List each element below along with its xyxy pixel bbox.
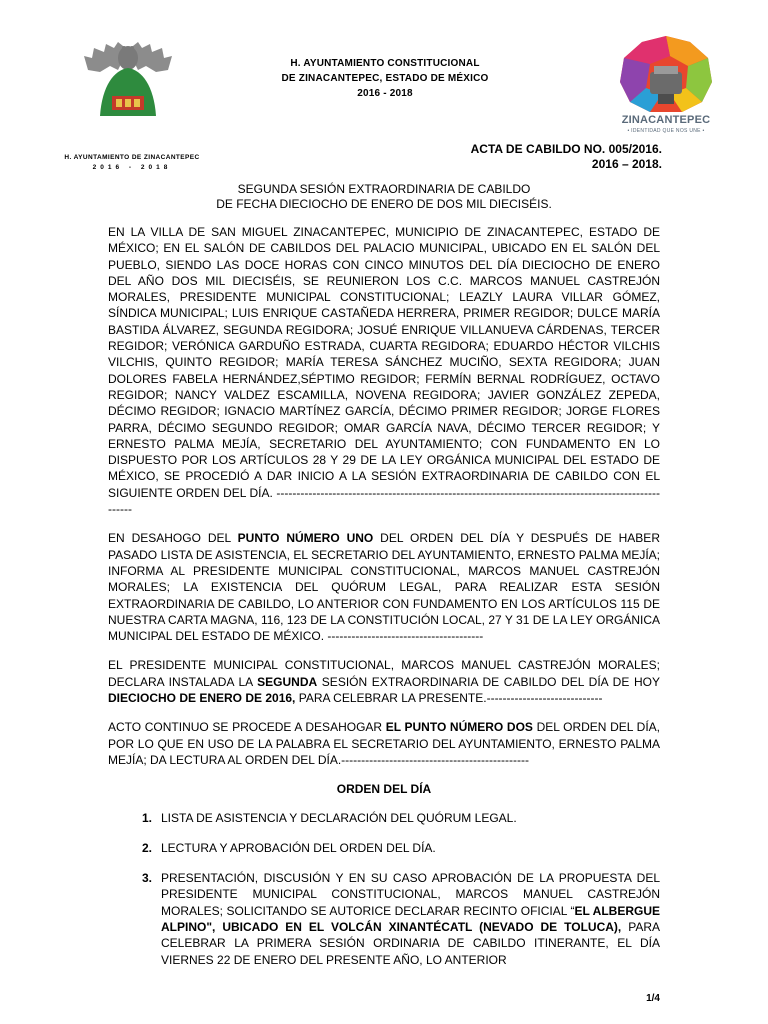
orden-del-dia-title: ORDEN DEL DÍA [336,782,432,797]
text-run: EL PRESIDENTE MUNICIPAL CONSTITUCIONAL, MARCOS MANUEL CASTREJÓN MORALES; DECLARA INSTALADA LA [108,658,660,689]
acta-number-line: ACTA DE CABILDO NO. 005/2016. [470,142,662,156]
list-item-text: PRESENTACIÓN, DISCUSIÓN Y EN SU CASO APROBACIÓN DE LA PROPUESTA DEL PRESIDENTE MUNICIPAL CONSTITUCIONAL, MARCOS MANUEL CASTREJÓN MORALES; SOLICITANDO SE AUTORICE DECLARAR RECINTO OFICIAL “ [161,871,660,918]
zinacantepec-logo [612,36,722,136]
document-body [108,224,660,982]
list-item [108,870,660,968]
municipal-emblem [52,36,202,171]
letterhead-line-2: DE ZINACANTEPEC, ESTADO DE MÉXICO [281,73,489,84]
acta-number [471,142,662,172]
list-item-number: 3. [142,871,153,886]
letterhead-line-1: H. AYUNTAMIENTO CONSTITUCIONAL [290,58,480,69]
bat-hill-emblem-icon [80,36,176,118]
text-run: SESIÓN EXTRAORDINARIA DE CABILDO DEL DÍA DE HOY [317,674,661,689]
page-number: 1/4 [646,993,660,1004]
list-item-text: PARA CELEBRAR LA PRIMERA SESIÓN ORDINARIA DE CABILDO ITINERANTE, EL DÍA VIERNES 22 DE ENERO DEL PRESENTE AÑO, LO ANTERIOR [161,919,660,967]
orden-del-dia-list [108,810,660,968]
list-item [108,810,660,826]
list-item-text: LECTURA Y APROBACIÓN DEL ORDEN DEL DÍA. [161,840,436,855]
session-title-line-1: SEGUNDA SESIÓN EXTRAORDINARIA DE CABILDO [237,182,531,196]
text-run: DEL ORDEN DEL DÍA Y DESPUÉS DE HABER PASADO LISTA DE ASISTENCIA, EL SECRETARIO DEL AYUNTAMIENTO, ERNESTO PALMA MEJÍA; INFORMA AL PRESIDENTE MUNICIPAL CONSTITUCIONAL, MARCOS MANUEL CASTREJÓN MORALES; LA EXISTENCIA DEL QUÓRUM LEGAL, PARA REALIZAR ESTA SESIÓN EXTRAORDINARIA DE CABILDO, LO ANTERIOR CON FUNDAMENTO EN LOS ARTÍCULOS 115 DE NUESTRA CARTA MAGNA, 116, 123 DE LA CONSTITUCIÓN LOCAL, 27 Y 31 DE LA LEY ORGÁNICA MUNICIPAL DEL ESTADO DE MÉXICO. --------------------------------------- [108,531,660,644]
bold-run: DIECIOCHO DE ENERO DE 2016, [108,691,296,706]
left-emblem-years: 2016 - 2018 [92,164,172,171]
session-title [108,182,660,212]
bold-run: EL ALBERGUE ALPINO", UBICADO EN EL VOLCÁN XINANTÉCATL (NEVADO DE TOLUCA), [161,903,660,934]
letterhead-title [230,56,540,101]
paragraph-punto-dos [108,719,660,768]
text-run: EN DESAHOGO DEL [108,531,238,546]
brand-slogan: • IDENTIDAD QUE NOS UNE • [627,128,705,134]
letterhead-line-3: 2016 - 2018 [357,88,413,99]
list-item-number: 2. [142,840,153,855]
bold-run: PUNTO NÚMERO UNO [237,531,374,546]
acta-period-line: 2016 – 2018. [591,157,662,171]
paragraph-punto-uno [108,530,660,644]
left-emblem-caption: H. AYUNTAMIENTO DE ZINACANTEPEC [64,154,200,161]
text-run: DEL ORDEN DEL DÍA, POR LO QUE EN USO DE LA PALABRA EL SECRETARIO DEL AYUNTAMIENTO, ERNESTO PALMA MEJÍA; DA LECTURA AL ORDEN DEL DÍA.----------------------------------------------- [108,720,660,767]
brand-name: ZINACANTEPEC [621,114,711,126]
list-item-number: 1. [142,810,153,825]
text-run: ACTO CONTINUO SE PROCEDE A DESAHOGAR [108,720,386,735]
list-item [108,840,660,856]
session-title-line-2: DE FECHA DIECIOCHO DE ENERO DE DOS MIL DIECISÉIS. [216,197,552,211]
text-run: PARA CELEBRAR LA PRESENTE.----------------------------- [295,691,603,706]
zinacantepec-emblem-icon [612,36,720,114]
paragraph-instalacion [108,657,660,706]
list-item-text: LISTA DE ASISTENCIA Y DECLARACIÓN DEL QUÓRUM LEGAL. [161,810,517,825]
bold-run: SEGUNDA [257,674,318,689]
bold-run: EL PUNTO NÚMERO DOS [385,720,533,735]
paragraph-opening: EN LA VILLA DE SAN MIGUEL ZINACANTEPEC, MUNICIPIO DE ZINACANTEPEC, ESTADO DE MÉXICO; EN EL SALÓN DE CABILDOS DEL PALACIO MUNICIPAL, UBICADO EN EL SALÓN DEL PUEBLO, SIENDO LAS DOCE HORAS CON CINCO MINUTOS DEL DÍA DIECIOCHO DE ENERO DEL AÑO DOS MIL DIECISÉIS, SE REUNIERON LOS C.C. MARCOS MANUEL CASTREJÓN MORALES, PRESIDENTE MUNICIPAL CONSTITUCIONAL; LEAZLY LAURA VILLAR GÓMEZ, SÍNDICA MUNICIPAL; LUIS ENRIQUE CASTAÑEDA HERRERA, PRIMER REGIDOR; DULCE MARÍA BASTIDA ÁLVAREZ, SEGUNDA REGIDORA; JOSUÉ ENRIQUE VILLANUEVA CÁRDENAS, TERCER REGIDOR; VERÓNICA GARDUÑO ESTRADA, CUARTA REGIDORA; EDUARDO HÉCTOR VILCHIS VILCHIS, QUINTO REGIDOR; MARÍA TERESA SÁNCHEZ MUCIÑO, SEXTA REGIDORA; JUAN DOLORES FABELA HERNÁNDEZ,SÉPTIMO REGIDOR; FERMÍN BERNAL RODRÍGUEZ, OCTAVO REGIDOR; NANCY VALDEZ ESCAMILLA, NOVENA REGIDORA; JAVIER GONZÁLEZ ZEPEDA, DÉCIMO REGIDOR; IGNACIO MARTÍNEZ GARCÍA, DÉCIMO PRIMER REGIDOR; JORGE FLORES PARRA, DÉCIMO SEGUNDO REGIDOR; OMAR GARCÍA NAVA, DÉCIMO TERCER REGIDOR; Y ERNESTO PALMA MEJÍA, SECRETARIO DEL AYUNTAMIENTO; CON FUNDAMENTO EN LO DISPUESTO POR LOS ARTÍCULOS 28 Y 29 DE LA LEY ORGÁNICA MUNICIPAL DEL ESTADO DE MÉXICO, SE PROCEDIÓ A DAR INICIO A LA SESIÓN EXTRAORDINARIA DE CABILDO CON EL SIGUIENTE ORDEN DEL DÍA. ------------------------------------------------------------------------------------------------------ [108,225,660,517]
